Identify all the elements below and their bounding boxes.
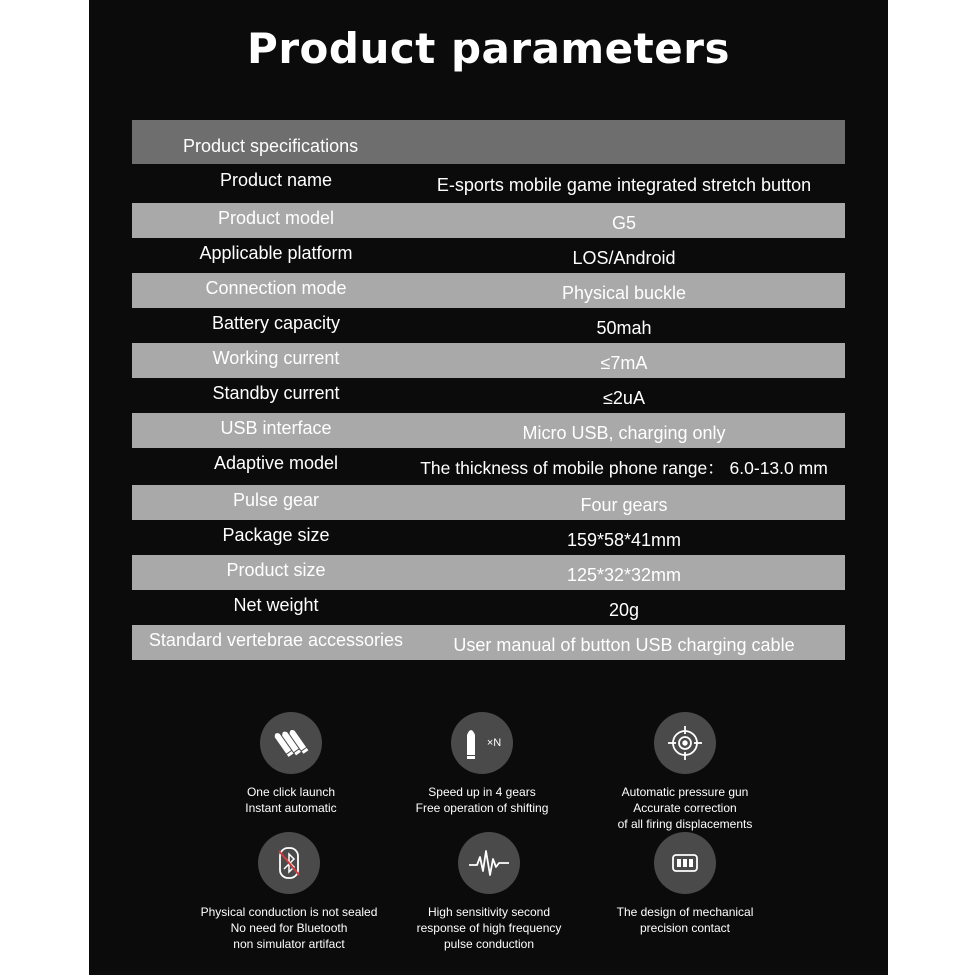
spec-row-pulse-gear: [132, 485, 845, 520]
feature-caption-line: One click launch: [246, 785, 336, 799]
spec-row-working-current: [132, 343, 845, 378]
feature-caption-line: Automatic pressure gun: [621, 785, 749, 799]
feature-physical-conduction: [189, 832, 389, 952]
spec-row-accessories: [132, 625, 845, 660]
spec-label: Standby current: [212, 383, 340, 403]
pulse-wave-icon: [458, 832, 520, 894]
spec-value: 50mah: [596, 318, 652, 338]
spec-row-package-size: [132, 520, 845, 555]
spec-row-product-model: [132, 203, 845, 238]
feature-caption-line: No need for Bluetooth: [230, 921, 348, 935]
feature-one-click-launch: [191, 712, 391, 816]
spec-row-usb-interface: [132, 413, 845, 448]
spec-value: E-sports mobile game integrated stretch button: [436, 175, 812, 195]
feature-caption-line: The design of mechanical: [616, 905, 754, 919]
spec-value: Four gears: [580, 495, 668, 515]
spec-row-product-size: [132, 555, 845, 590]
page-title: Product parameters: [247, 24, 730, 73]
feature-caption-line: response of high frequency: [416, 921, 562, 935]
spec-label: Adaptive model: [213, 453, 339, 473]
spec-value: ≤7mA: [600, 353, 648, 373]
spec-label: Standard vertebrae accessories: [148, 630, 404, 650]
spec-header-label: Product specifications: [183, 136, 359, 156]
spec-label: Package size: [222, 525, 330, 545]
spec-value: G5: [611, 213, 636, 233]
spec-row-applicable-platform: [132, 238, 845, 273]
spec-label: Battery capacity: [211, 313, 341, 333]
spec-row-standby-current: [132, 378, 845, 413]
feature-caption-line: non simulator artifact: [233, 937, 345, 951]
feature-high-sensitivity: [389, 832, 589, 952]
spec-label: Connection mode: [205, 278, 347, 298]
spec-row-net-weight: [132, 590, 845, 625]
spec-value: ≤2uA: [603, 388, 645, 408]
spec-value: Physical buckle: [561, 283, 687, 303]
spec-value: 159*58*41mm: [566, 530, 682, 550]
spec-value: The thickness of mobile phone range： 6.0-13.0 mm: [420, 458, 828, 478]
feature-caption-line: High sensitivity second: [427, 905, 551, 919]
feature-caption-line: pulse conduction: [443, 937, 535, 951]
spec-row-adaptive-model: [132, 448, 845, 483]
multiplier-badge: ×N: [486, 737, 502, 749]
product-panel: [89, 0, 888, 975]
spec-label: Product name: [219, 170, 333, 190]
spec-label: Pulse gear: [232, 490, 320, 510]
spec-label: Net weight: [233, 595, 319, 615]
feature-speed-up: [382, 712, 582, 816]
spec-label: Product model: [217, 208, 335, 228]
spec-value: User manual of button USB charging cable: [453, 635, 795, 655]
feature-caption-line: Free operation of shifting: [415, 801, 549, 815]
spec-value: Micro USB, charging only: [522, 423, 726, 443]
spec-header: [132, 120, 845, 164]
spec-row-connection-mode: [132, 273, 845, 308]
spec-label: USB interface: [220, 418, 332, 438]
spec-label: Working current: [212, 348, 340, 368]
spec-label: Product size: [226, 560, 326, 580]
feature-caption-line: Accurate correction: [633, 801, 737, 815]
feature-caption-line: Instant automatic: [245, 801, 337, 815]
feature-caption-line: Speed up in 4 gears: [428, 785, 536, 799]
spec-row-product-name: [132, 165, 845, 200]
feature-mechanical-contact: [585, 832, 785, 936]
spec-value: LOS/Android: [572, 248, 676, 268]
spec-label: Applicable platform: [199, 243, 353, 263]
spec-row-battery-capacity: [132, 308, 845, 343]
bullet-multiplier-icon: [451, 712, 513, 774]
crosshair-icon: [654, 712, 716, 774]
feature-caption-line: precision contact: [639, 921, 731, 935]
no-bluetooth-icon: [258, 832, 320, 894]
chip-contact-icon: [654, 832, 716, 894]
feature-pressure-gun: [585, 712, 785, 832]
feature-caption-line: of all firing displacements: [617, 817, 753, 831]
spec-value: 20g: [608, 600, 640, 620]
feature-caption-line: Physical conduction is not sealed: [200, 905, 378, 919]
spec-value: 125*32*32mm: [566, 565, 682, 585]
bullets-icon: [260, 712, 322, 774]
